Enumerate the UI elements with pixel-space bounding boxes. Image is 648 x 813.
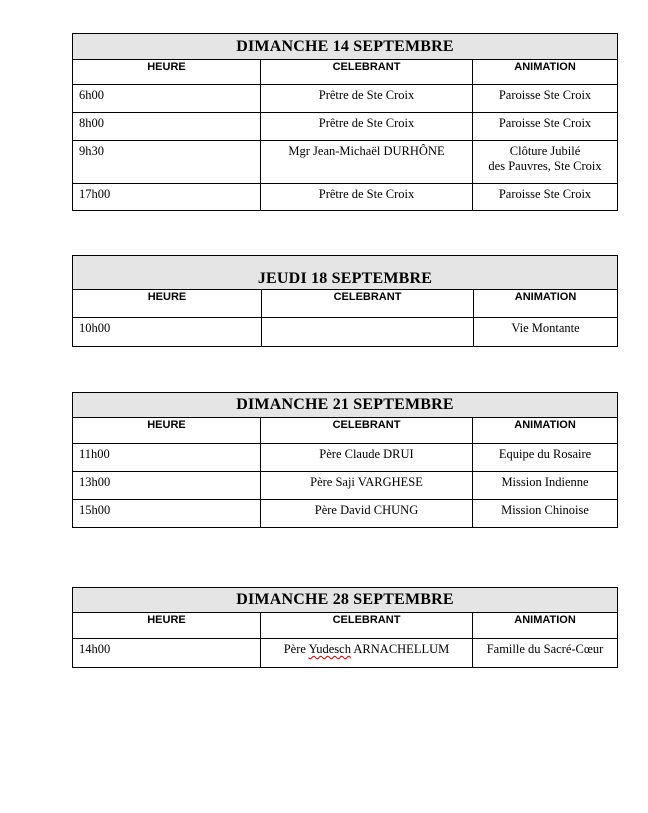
cell-celebrant: Père Saji VARGHESE	[261, 472, 473, 500]
section-title: DIMANCHE 21 SEPTEMBRE	[73, 393, 618, 418]
schedule-table-dimanche-14	[72, 33, 618, 211]
cell-celebrant: Prêtre de Ste Croix	[261, 113, 473, 141]
col-header-heure: HEURE	[73, 290, 262, 318]
col-header-heure: HEURE	[73, 418, 261, 444]
schedule-table-jeudi-18	[72, 255, 618, 347]
table-row	[73, 639, 618, 668]
cell-animation: Paroisse Ste Croix	[473, 113, 618, 141]
col-header-animation: ANIMATION	[473, 60, 618, 85]
cell-animation: Vie Montante	[474, 318, 618, 347]
section-title: DIMANCHE 28 SEPTEMBRE	[73, 588, 618, 613]
col-header-animation: ANIMATION	[474, 290, 618, 318]
cell-animation: Paroisse Ste Croix	[473, 184, 618, 211]
cell-celebrant: Mgr Jean-Michaël DURHÔNE	[261, 141, 473, 184]
section-title: DIMANCHE 14 SEPTEMBRE	[73, 34, 618, 60]
cell-animation: Mission Indienne	[473, 472, 618, 500]
col-header-celebrant: CELEBRANT	[261, 613, 473, 639]
table-row	[73, 113, 618, 141]
col-header-heure: HEURE	[73, 613, 261, 639]
cell-celebrant	[262, 318, 474, 347]
table-row	[73, 318, 618, 347]
table-row	[73, 141, 618, 184]
cell-celebrant: Prêtre de Ste Croix	[261, 184, 473, 211]
table-row	[73, 500, 618, 528]
celebrant-prefix: Père	[283, 642, 309, 656]
col-header-celebrant: CELEBRANT	[262, 290, 474, 318]
cell-celebrant: Père Claude DRUI	[261, 444, 473, 472]
col-header-heure: HEURE	[73, 60, 261, 85]
col-header-celebrant: CELEBRANT	[261, 418, 473, 444]
table-row	[73, 85, 618, 113]
schedule-table-dimanche-21	[72, 392, 618, 528]
cell-heure: 15h00	[73, 500, 261, 528]
spellcheck-flagged-word: Yudesch	[308, 642, 351, 656]
col-header-animation: ANIMATION	[473, 418, 618, 444]
cell-heure: 11h00	[73, 444, 261, 472]
cell-heure: 17h00	[73, 184, 261, 211]
col-header-celebrant: CELEBRANT	[261, 60, 473, 85]
col-header-animation: ANIMATION	[473, 613, 618, 639]
cell-heure: 10h00	[73, 318, 262, 347]
cell-animation: Equipe du Rosaire	[473, 444, 618, 472]
cell-animation: Clôture Jubilé des Pauvres, Ste Croix	[473, 141, 618, 184]
celebrant-suffix: ARNACHELLUM	[350, 642, 450, 656]
cell-animation: Paroisse Ste Croix	[473, 85, 618, 113]
cell-heure: 9h30	[73, 141, 261, 184]
table-row	[73, 184, 618, 211]
cell-animation: Famille du Sacré-Cœur	[473, 639, 618, 668]
cell-heure: 14h00	[73, 639, 261, 668]
cell-heure: 13h00	[73, 472, 261, 500]
table-row	[73, 444, 618, 472]
schedule-table-dimanche-28	[72, 587, 618, 668]
cell-celebrant: Père David CHUNG	[261, 500, 473, 528]
section-title: JEUDI 18 SEPTEMBRE	[73, 256, 618, 290]
cell-heure: 8h00	[73, 113, 261, 141]
cell-celebrant	[261, 639, 473, 668]
table-row	[73, 472, 618, 500]
cell-heure: 6h00	[73, 85, 261, 113]
cell-animation: Mission Chinoise	[473, 500, 618, 528]
cell-celebrant: Prêtre de Ste Croix	[261, 85, 473, 113]
